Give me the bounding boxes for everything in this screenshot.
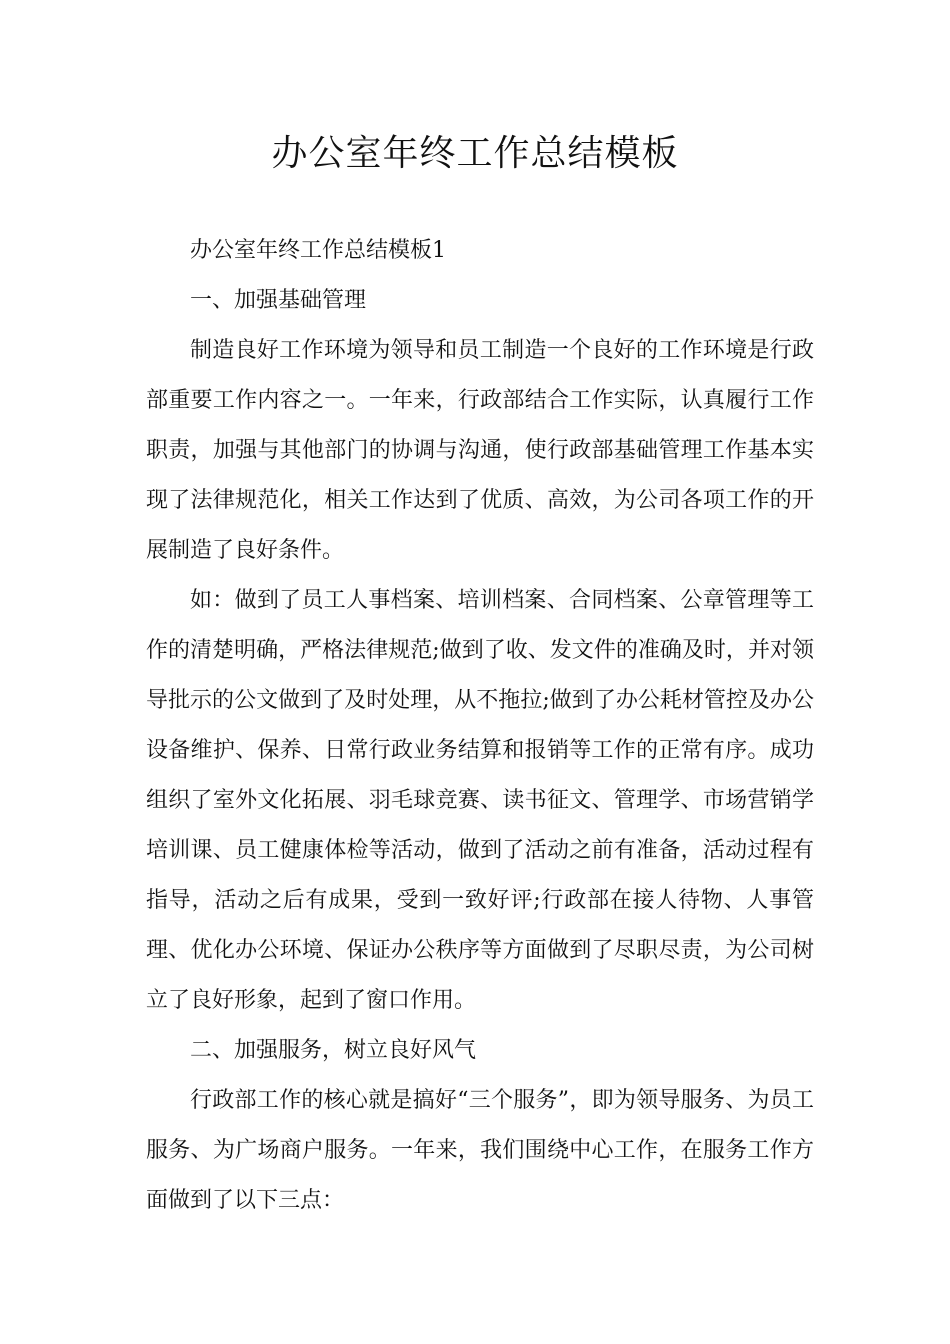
section-heading-template: 办公室年终工作总结模板1	[190, 238, 446, 263]
paragraph-work-environment: 制造良好工作环境为领导和员工制造一个良好的工作环境是行政部重要工作内容之一。一年来，行政部结合工作实际，认真履行工作职责，加强与其他部门的协调与沟通，使行政部基础管理工作基本实现了法律规范化，相关工作达到了优质、高效，为公司各项工作的开展制造了良好条件。	[146, 338, 814, 563]
paragraph-examples: 如：做到了员工人事档案、培训档案、合同档案、公章管理等工作的清楚明确，严格法律规范;做到了收、发文件的准确及时，并对领导批示的公文做到了及时处理，从不拖拉;做到了办公耗材管控及办公设备维护、保养、日常行政业务结算和报销等工作的正常有序。成功组织了室外文化拓展、羽毛球竞赛、读书征文、管理学、市场营销学培训课、员工健康体检等活动，做到了活动之前有准备，活动过程有指导，活动之后有成果，受到一致好评;行政部在接人待物、人事管理、优化办公环境、保证办公秩序等方面做到了尽职尽责，为公司树立了良好形象，起到了窗口作用。	[146, 588, 814, 1013]
paragraph-three-services: 行政部工作的核心就是搞好“三个服务”，即为领导服务、为员工服务、为广场商户服务。一年来，我们围绕中心工作，在服务工作方面做到了以下三点：	[146, 1088, 814, 1213]
section-heading-basic-management: 一、加强基础管理	[190, 288, 367, 313]
section-heading-service: 二、加强服务，树立良好风气	[190, 1038, 477, 1063]
document-title: 办公室年终工作总结模板	[271, 133, 679, 174]
document-body	[146, 226, 814, 1226]
